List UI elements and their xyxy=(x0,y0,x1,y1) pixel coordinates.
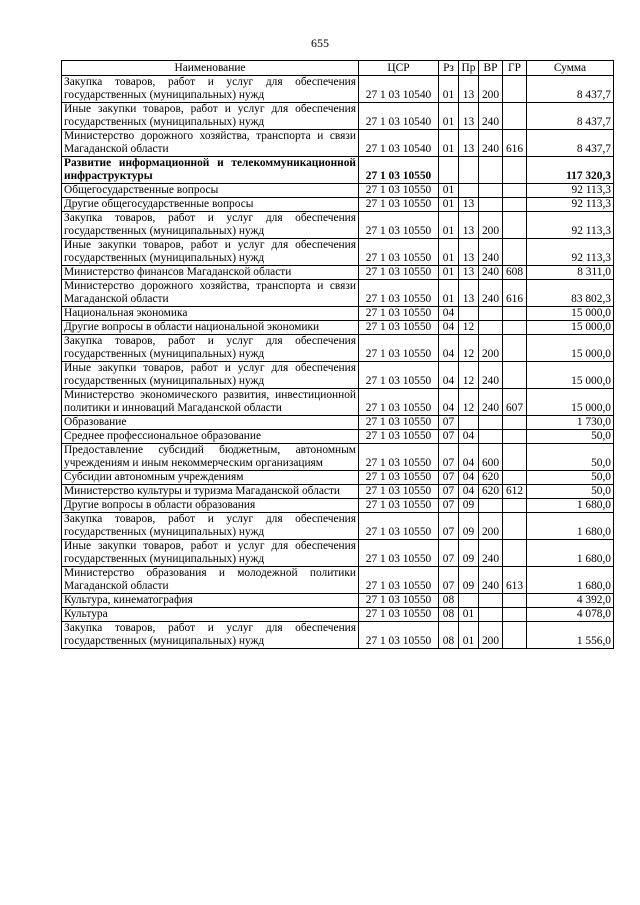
table-row xyxy=(62,184,614,198)
cell-sum: 1 680,0 xyxy=(527,540,614,567)
cell-vr: 600 xyxy=(479,444,503,471)
cell-vr: 240 xyxy=(479,389,503,416)
cell-vr: 200 xyxy=(479,335,503,362)
header-vr: ВР xyxy=(479,61,503,76)
table-row xyxy=(62,594,614,608)
cell-gr xyxy=(503,622,527,649)
cell-sum: 15 000,0 xyxy=(527,389,614,416)
cell-gr xyxy=(503,307,527,321)
table-row xyxy=(62,513,614,540)
cell-vr: 620 xyxy=(479,485,503,499)
cell-gr xyxy=(503,471,527,485)
cell-vr: 620 xyxy=(479,471,503,485)
cell-gr xyxy=(503,239,527,266)
budget-table xyxy=(61,60,614,649)
cell-name: Развитие информационной и телекоммуникационной инфраструктуры xyxy=(62,157,359,184)
table-row xyxy=(62,540,614,567)
cell-pr: 04 xyxy=(459,444,479,471)
cell-pr: 13 xyxy=(459,103,479,130)
cell-pr: 12 xyxy=(459,362,479,389)
cell-sum: 8 437,7 xyxy=(527,76,614,103)
cell-name: Закупка товаров, работ и услуг для обеспечения государственных (муниципальных) нужд xyxy=(62,513,359,540)
cell-pr: 13 xyxy=(459,239,479,266)
cell-sum: 4 392,0 xyxy=(527,594,614,608)
cell-pr: 09 xyxy=(459,499,479,513)
table-row xyxy=(62,280,614,307)
page-number: 655 xyxy=(311,36,329,50)
cell-name: Закупка товаров, работ и услуг для обеспечения государственных (муниципальных) нужд xyxy=(62,212,359,239)
cell-pr: 12 xyxy=(459,389,479,416)
cell-sum: 92 113,3 xyxy=(527,239,614,266)
cell-rz: 01 xyxy=(439,130,459,157)
cell-name: Образование xyxy=(62,416,359,430)
cell-rz: 01 xyxy=(439,280,459,307)
cell-vr: 240 xyxy=(479,130,503,157)
cell-pr: 13 xyxy=(459,76,479,103)
cell-gr xyxy=(503,499,527,513)
cell-sum: 4 078,0 xyxy=(527,608,614,622)
cell-rz: 04 xyxy=(439,321,459,335)
cell-csr: 27 1 03 10550 xyxy=(359,485,439,499)
cell-csr: 27 1 03 10550 xyxy=(359,513,439,540)
cell-gr xyxy=(503,103,527,130)
cell-rz: 04 xyxy=(439,335,459,362)
cell-rz: 01 xyxy=(439,184,459,198)
table-row xyxy=(62,416,614,430)
cell-sum: 50,0 xyxy=(527,430,614,444)
cell-rz: 04 xyxy=(439,307,459,321)
cell-vr xyxy=(479,157,503,184)
cell-sum: 92 113,3 xyxy=(527,198,614,212)
table-row xyxy=(62,430,614,444)
table-row xyxy=(62,157,614,184)
cell-sum: 15 000,0 xyxy=(527,307,614,321)
cell-pr: 13 xyxy=(459,130,479,157)
cell-gr xyxy=(503,444,527,471)
cell-vr xyxy=(479,499,503,513)
cell-pr: 13 xyxy=(459,280,479,307)
cell-vr xyxy=(479,198,503,212)
cell-gr: 616 xyxy=(503,280,527,307)
cell-gr xyxy=(503,184,527,198)
cell-rz: 01 xyxy=(439,266,459,280)
cell-pr: 12 xyxy=(459,335,479,362)
cell-rz: 01 xyxy=(439,103,459,130)
cell-name: Министерство экономического развития, инвестиционной политики и инноваций Магаданской области xyxy=(62,389,359,416)
cell-csr: 27 1 03 10550 xyxy=(359,430,439,444)
cell-gr xyxy=(503,430,527,444)
cell-vr: 240 xyxy=(479,266,503,280)
table-row xyxy=(62,76,614,103)
table-row xyxy=(62,485,614,499)
cell-pr: 09 xyxy=(459,567,479,594)
cell-pr xyxy=(459,594,479,608)
cell-csr: 27 1 03 10550 xyxy=(359,239,439,266)
cell-name: Министерство культуры и туризма Магаданской области xyxy=(62,485,359,499)
header-name: Наименование xyxy=(62,61,359,76)
table-row xyxy=(62,335,614,362)
header-csr: ЦСР xyxy=(359,61,439,76)
table-row xyxy=(62,321,614,335)
cell-gr xyxy=(503,212,527,239)
cell-name: Культура xyxy=(62,608,359,622)
table-row xyxy=(62,198,614,212)
cell-vr xyxy=(479,321,503,335)
cell-gr xyxy=(503,76,527,103)
cell-name: Министерство дорожного хозяйства, транспорта и связи Магаданской области xyxy=(62,280,359,307)
cell-gr xyxy=(503,157,527,184)
cell-sum: 50,0 xyxy=(527,485,614,499)
cell-sum: 8 311,0 xyxy=(527,266,614,280)
cell-rz: 07 xyxy=(439,416,459,430)
cell-rz: 01 xyxy=(439,198,459,212)
table-row xyxy=(62,266,614,280)
cell-sum: 1 730,0 xyxy=(527,416,614,430)
cell-gr xyxy=(503,608,527,622)
cell-pr: 04 xyxy=(459,485,479,499)
cell-vr: 240 xyxy=(479,239,503,266)
cell-csr: 27 1 03 10550 xyxy=(359,157,439,184)
table-body xyxy=(62,76,614,649)
cell-gr xyxy=(503,198,527,212)
cell-pr: 04 xyxy=(459,430,479,444)
cell-pr: 13 xyxy=(459,212,479,239)
header-gr: ГР xyxy=(503,61,527,76)
cell-sum: 1 556,0 xyxy=(527,622,614,649)
cell-vr: 200 xyxy=(479,212,503,239)
cell-vr: 240 xyxy=(479,280,503,307)
cell-rz: 04 xyxy=(439,389,459,416)
cell-name: Другие вопросы в области национальной экономики xyxy=(62,321,359,335)
cell-name: Министерство образования и молодежной политики Магаданской области xyxy=(62,567,359,594)
table-row xyxy=(62,130,614,157)
table-header-row xyxy=(62,61,614,76)
cell-sum: 1 680,0 xyxy=(527,513,614,540)
cell-rz: 08 xyxy=(439,622,459,649)
cell-csr: 27 1 03 10550 xyxy=(359,198,439,212)
cell-vr xyxy=(479,307,503,321)
cell-sum: 1 680,0 xyxy=(527,499,614,513)
cell-pr: 09 xyxy=(459,540,479,567)
cell-rz: 01 xyxy=(439,212,459,239)
cell-csr: 27 1 03 10550 xyxy=(359,184,439,198)
table-row xyxy=(62,567,614,594)
cell-sum: 83 802,3 xyxy=(527,280,614,307)
cell-vr: 240 xyxy=(479,362,503,389)
cell-gr xyxy=(503,594,527,608)
cell-gr xyxy=(503,335,527,362)
cell-name: Закупка товаров, работ и услуг для обеспечения государственных (муниципальных) нужд xyxy=(62,622,359,649)
cell-vr: 200 xyxy=(479,622,503,649)
cell-vr: 200 xyxy=(479,76,503,103)
table-row xyxy=(62,307,614,321)
cell-csr: 27 1 03 10550 xyxy=(359,540,439,567)
cell-vr: 240 xyxy=(479,103,503,130)
cell-rz: 01 xyxy=(439,239,459,266)
cell-csr: 27 1 03 10540 xyxy=(359,76,439,103)
cell-rz: 01 xyxy=(439,76,459,103)
cell-pr xyxy=(459,157,479,184)
cell-name: Закупка товаров, работ и услуг для обеспечения государственных (муниципальных) нужд xyxy=(62,76,359,103)
cell-name: Общегосударственные вопросы xyxy=(62,184,359,198)
cell-csr: 27 1 03 10550 xyxy=(359,608,439,622)
cell-vr xyxy=(479,184,503,198)
cell-gr xyxy=(503,540,527,567)
cell-sum: 50,0 xyxy=(527,471,614,485)
cell-vr xyxy=(479,594,503,608)
table-row xyxy=(62,389,614,416)
cell-sum: 50,0 xyxy=(527,444,614,471)
cell-pr: 13 xyxy=(459,198,479,212)
cell-pr xyxy=(459,416,479,430)
header-sum: Сумма xyxy=(527,61,614,76)
table-row xyxy=(62,239,614,266)
cell-vr: 200 xyxy=(479,513,503,540)
cell-rz: 07 xyxy=(439,430,459,444)
table-row xyxy=(62,622,614,649)
cell-rz: 07 xyxy=(439,471,459,485)
cell-sum: 1 680,0 xyxy=(527,567,614,594)
cell-sum: 8 437,7 xyxy=(527,103,614,130)
cell-vr xyxy=(479,430,503,444)
cell-gr: 616 xyxy=(503,130,527,157)
table-row xyxy=(62,471,614,485)
cell-name: Министерство дорожного хозяйства, транспорта и связи Магаданской области xyxy=(62,130,359,157)
cell-pr: 01 xyxy=(459,622,479,649)
cell-sum: 15 000,0 xyxy=(527,321,614,335)
header-rz: Рз xyxy=(439,61,459,76)
table-row xyxy=(62,103,614,130)
cell-name: Иные закупки товаров, работ и услуг для обеспечения государственных (муниципальных) нужд xyxy=(62,540,359,567)
cell-csr: 27 1 03 10550 xyxy=(359,416,439,430)
cell-name: Национальная экономика xyxy=(62,307,359,321)
cell-name: Иные закупки товаров, работ и услуг для обеспечения государственных (муниципальных) нужд xyxy=(62,239,359,266)
table-row xyxy=(62,212,614,239)
cell-csr: 27 1 03 10540 xyxy=(359,103,439,130)
cell-rz: 07 xyxy=(439,444,459,471)
cell-gr: 613 xyxy=(503,567,527,594)
cell-csr: 27 1 03 10550 xyxy=(359,444,439,471)
cell-rz: 07 xyxy=(439,540,459,567)
cell-csr: 27 1 03 10550 xyxy=(359,499,439,513)
cell-name: Иные закупки товаров, работ и услуг для обеспечения государственных (муниципальных) нужд xyxy=(62,362,359,389)
cell-rz: 07 xyxy=(439,567,459,594)
cell-name: Культура, кинематография xyxy=(62,594,359,608)
cell-pr xyxy=(459,307,479,321)
cell-rz: 08 xyxy=(439,594,459,608)
cell-pr: 01 xyxy=(459,608,479,622)
cell-name: Предоставление субсидий бюджетным, автономным учреждениям и иным некоммерческим организациям xyxy=(62,444,359,471)
cell-gr: 612 xyxy=(503,485,527,499)
header-pr: Пр xyxy=(459,61,479,76)
cell-csr: 27 1 03 10550 xyxy=(359,389,439,416)
cell-csr: 27 1 03 10550 xyxy=(359,622,439,649)
cell-rz: 08 xyxy=(439,608,459,622)
cell-csr: 27 1 03 10550 xyxy=(359,471,439,485)
cell-name: Министерство финансов Магаданской области xyxy=(62,266,359,280)
cell-csr: 27 1 03 10550 xyxy=(359,266,439,280)
cell-vr: 240 xyxy=(479,567,503,594)
cell-csr: 27 1 03 10550 xyxy=(359,362,439,389)
cell-name: Субсидии автономным учреждениям xyxy=(62,471,359,485)
cell-csr: 27 1 03 10550 xyxy=(359,335,439,362)
cell-sum: 92 113,3 xyxy=(527,184,614,198)
cell-gr: 607 xyxy=(503,389,527,416)
cell-csr: 27 1 03 10550 xyxy=(359,307,439,321)
cell-vr: 240 xyxy=(479,540,503,567)
cell-csr: 27 1 03 10550 xyxy=(359,594,439,608)
table-row xyxy=(62,608,614,622)
cell-name: Закупка товаров, работ и услуг для обеспечения государственных (муниципальных) нужд xyxy=(62,335,359,362)
table-row xyxy=(62,499,614,513)
cell-csr: 27 1 03 10550 xyxy=(359,280,439,307)
cell-pr: 13 xyxy=(459,266,479,280)
cell-gr xyxy=(503,362,527,389)
cell-pr xyxy=(459,184,479,198)
cell-gr xyxy=(503,513,527,540)
cell-sum: 15 000,0 xyxy=(527,335,614,362)
cell-name: Другие общегосударственные вопросы xyxy=(62,198,359,212)
cell-vr xyxy=(479,416,503,430)
cell-csr: 27 1 03 10550 xyxy=(359,321,439,335)
cell-sum: 117 320,3 xyxy=(527,157,614,184)
cell-rz: 07 xyxy=(439,485,459,499)
table-row xyxy=(62,362,614,389)
cell-rz xyxy=(439,157,459,184)
cell-gr: 608 xyxy=(503,266,527,280)
cell-vr xyxy=(479,608,503,622)
cell-rz: 04 xyxy=(439,362,459,389)
cell-gr xyxy=(503,416,527,430)
cell-csr: 27 1 03 10540 xyxy=(359,130,439,157)
cell-name: Среднее профессиональное образование xyxy=(62,430,359,444)
cell-rz: 07 xyxy=(439,513,459,540)
cell-sum: 8 437,7 xyxy=(527,130,614,157)
cell-rz: 07 xyxy=(439,499,459,513)
cell-csr: 27 1 03 10550 xyxy=(359,567,439,594)
table-row xyxy=(62,444,614,471)
cell-pr: 09 xyxy=(459,513,479,540)
cell-gr xyxy=(503,321,527,335)
cell-pr: 04 xyxy=(459,471,479,485)
cell-csr: 27 1 03 10550 xyxy=(359,212,439,239)
cell-sum: 15 000,0 xyxy=(527,362,614,389)
cell-sum: 92 113,3 xyxy=(527,212,614,239)
cell-pr: 12 xyxy=(459,321,479,335)
cell-name: Другие вопросы в области образования xyxy=(62,499,359,513)
cell-name: Иные закупки товаров, работ и услуг для обеспечения государственных (муниципальных) нужд xyxy=(62,103,359,130)
